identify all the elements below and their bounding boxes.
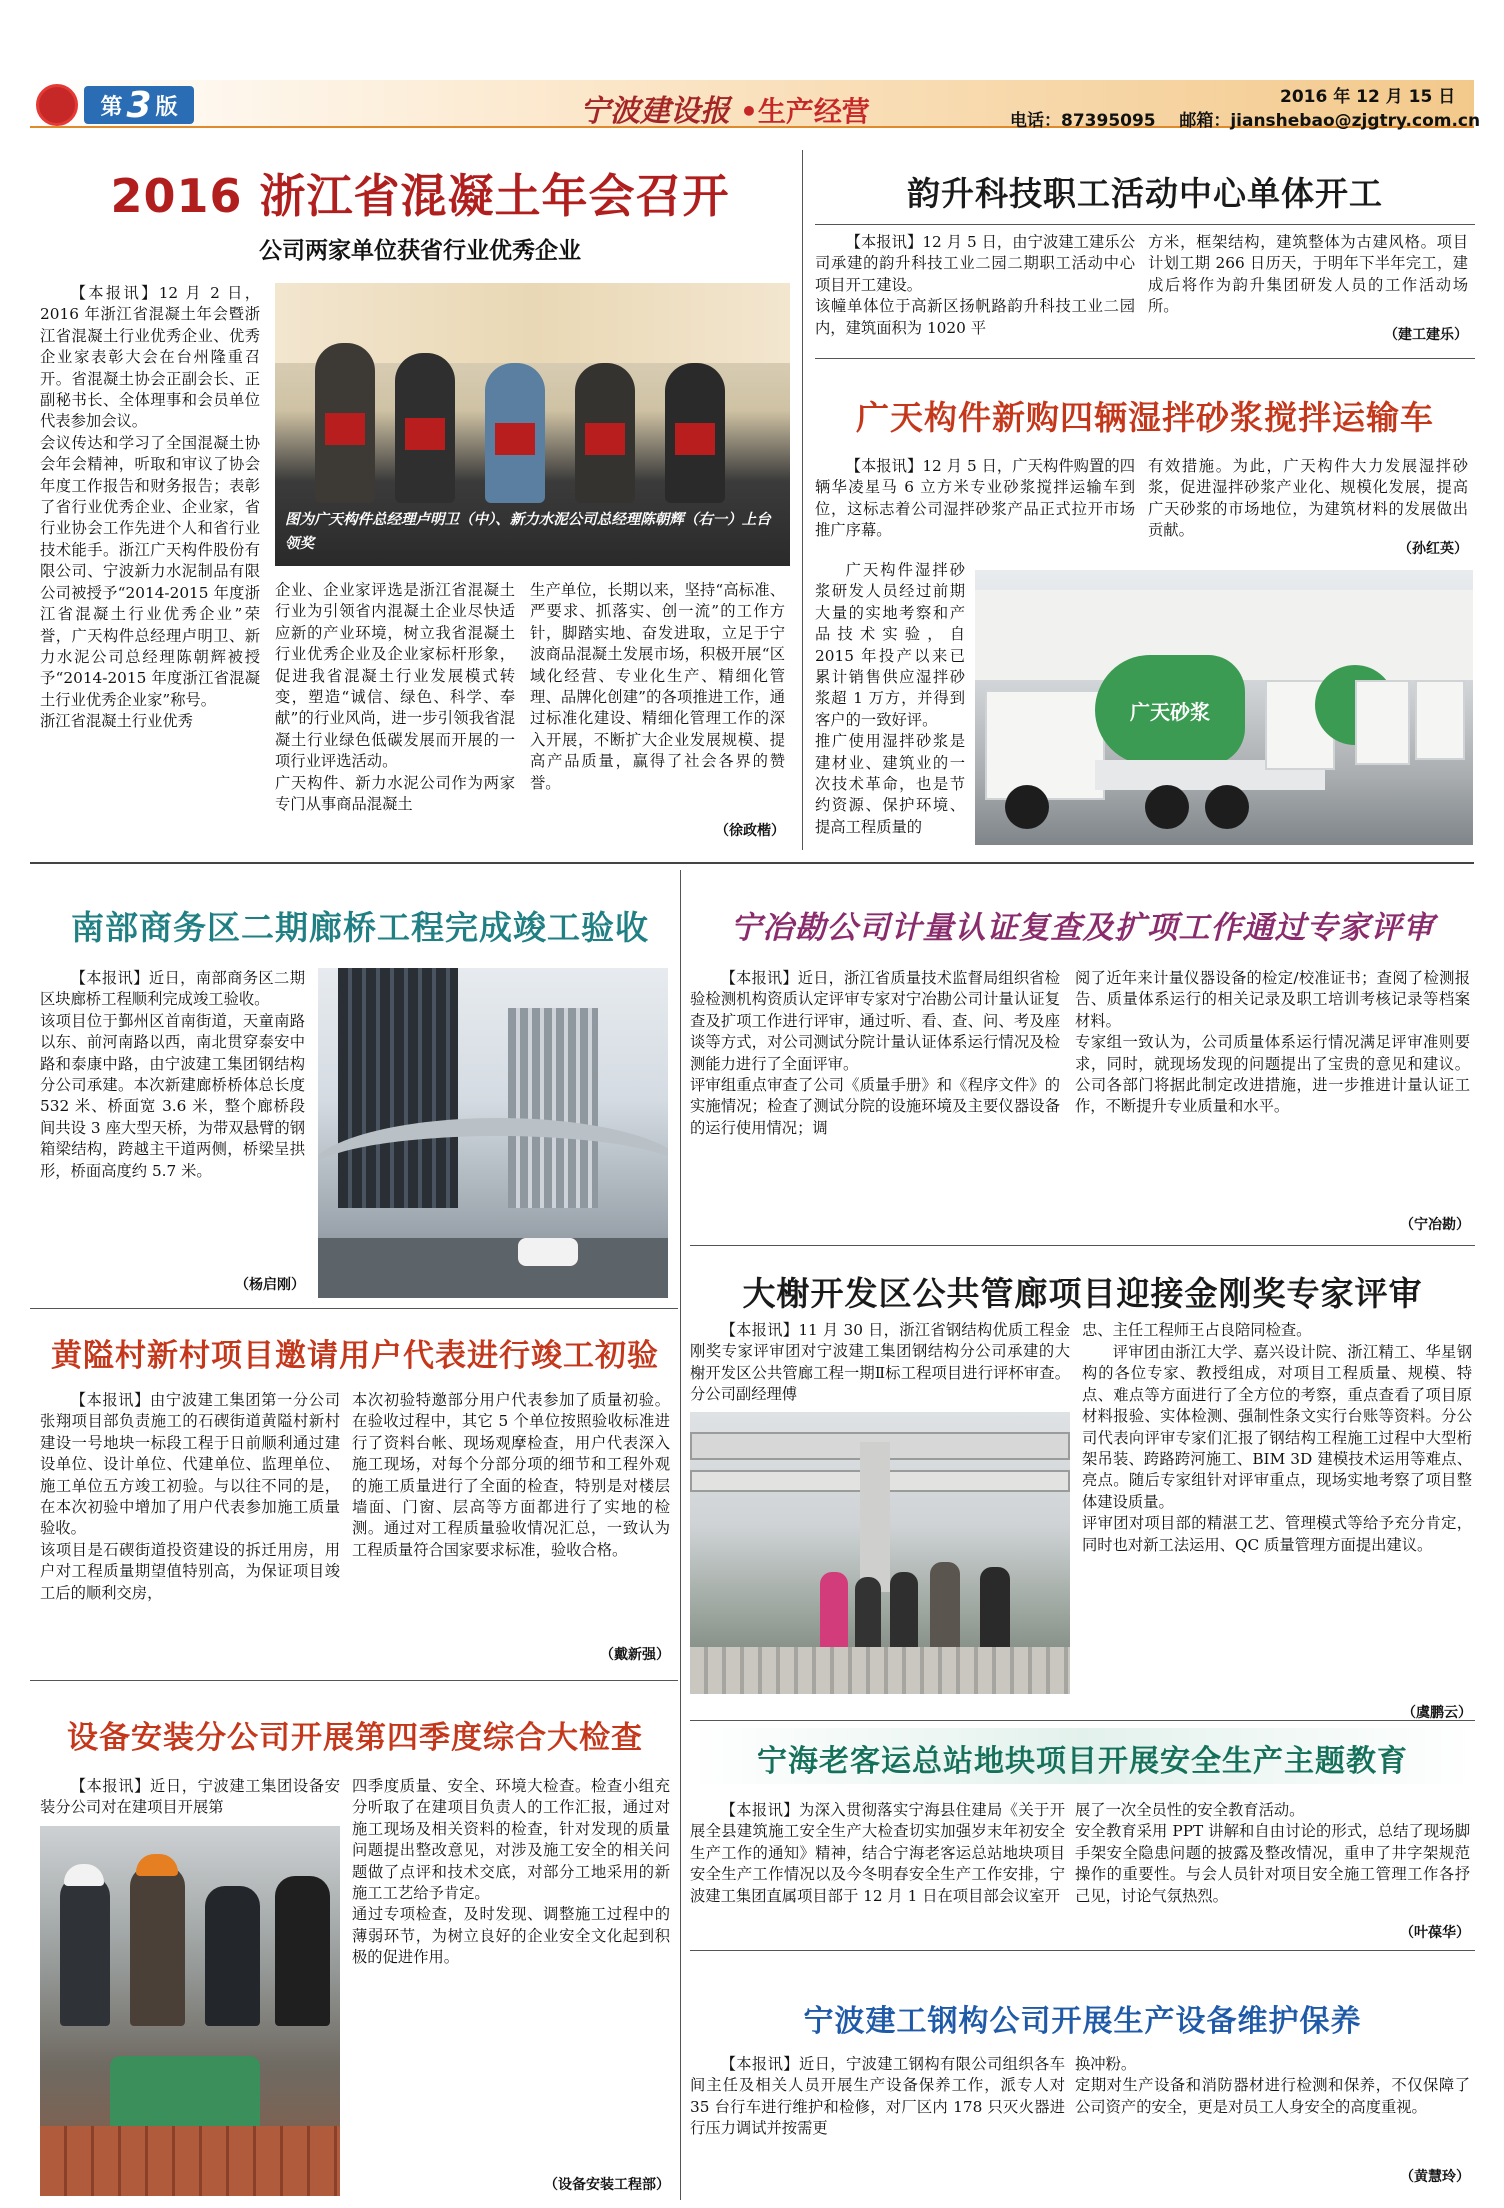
article-8-title: 宁海老客运总站地块项目开展安全生产主题教育 [757,1744,1408,1779]
certificate-icon [405,418,445,450]
article-10-title: 宁波建工钢构公司开展生产设备维护保养 [803,2004,1362,2039]
email-label: 邮箱： [1179,111,1231,131]
article-4-text: 【本报讯】近日，南部商务区二期区块廊桥工程顺利完成竣工验收。 该项目位于鄞州区首南街道，天童南路以东、前河南路以西，南北贯穿泰安中路和泰康中路，由宁波建工集团钢结构分公司承建。本次新建廊桥桥体总长度 532 米、桥面宽 3.6 米，整个廊桥段间共设 3 座大型天桥，为带双悬臂的钢箱梁结构，跨越主干道两侧，桥梁呈拱形，桥面高度约 5.7 米。 [40,969,305,1180]
truck-drum-text: 广天砂浆 [1130,699,1210,724]
page-number: 3 [126,84,152,126]
person-figure [930,1562,960,1652]
contact-line [1010,106,1480,131]
article-9-title: 设备安装分公司开展第四季度综合大检查 [67,1720,643,1756]
hard-hat-worker [205,1886,260,2026]
article-5-col2: 阅了近年来计量仪器设备的检定/校准证书；查阅了检测报告、质量体系运行的相关记录及职工培训考核记录等档案材料。 专家组一致认为，公司质量体系运行情况满足评审准则要求，同时，就现场发现的问题提出了宝贵的意见和建议。公司各部门将据此制定改进措施，进一步推进计量认证工作，不断提升专业质量和水平。 [1075,969,1470,1116]
mixer-trucks-photo [975,570,1473,845]
email: jianshebao@zjgtry.com.cn [1230,111,1481,131]
pipe-gallery-inspection-photo [690,1412,1070,1694]
car [518,1238,578,1266]
column-divider [680,870,681,2200]
article-7-col1: 【本报讯】由宁波建工集团第一分公司张翔项目部负责施工的石碶街道黄隘村新村建设一号地块一标段工程于日前顺利通过建设单位、设计单位、代建单位、监理单位、施工单位五方竣工初验。与以往不同的是，在本次初验中增加了用户代表参加施工质量验收。 该项目是石碶街道投资建设的拆迁用房，用户对工程质量期望值特别高，为保证项目竣工后的顺利交房， [40,1391,340,1602]
person-figure [890,1572,918,1652]
section-divider [30,1680,678,1681]
truck-cab [985,690,1105,800]
stone-railing [690,1647,1070,1694]
hard-hat-icon [136,1854,178,1876]
article-1-col3: 生产单位，长期以来，坚持“高标准、严要求、抓落实、创一流”的工作方针，脚踏实地、奋发进取，立足于宁波商品混凝土发展市场，积极开展“区域化经营、专业化生产、精细化管理、品牌化创建”的各项推进工作，通过标准化建设、精细化管理工作的深入开展，不断扩大企业发展规模、提高产品质量，赢得了社会各界的赞誉。 [530,581,785,792]
article-9-signature: （设备安装工程部） [544,2177,670,2193]
section-divider [30,1308,678,1309]
truck-cab [1355,680,1410,765]
article-3-col3: 广天构件湿拌砂浆研发人员经过前期大量的实地考察和产品技术实验，自 2015 年投产以来已累计销售供应湿拌砂浆超 1 万方，并得到客户的一致好评。 推广使用湿拌砂浆是建材业、建筑业的一次技术革命，也是节约资源、保护环境、提高工程质量的 [815,561,965,836]
section-name: •生产经营 [740,95,870,128]
column-divider [802,150,803,850]
article-4-title: 南部商务区二期廊桥工程完成竣工验收 [71,908,649,947]
article-1-subtitle: 公司两家单位获省行业优秀企业 [259,238,581,264]
person-figure [820,1572,848,1652]
article-1-col2: 企业、企业家评选是浙江省混凝土行业为引领省内混凝土企业尽快适应新的产业环境，树立我省混凝土行业优秀企业及企业家标杆形象，促进我省混凝土行业发展模式转变，塑造“诚信、绿色、科学、奉献”的行业风尚，进一步引领我省混凝土行业绿色低碳发展而开展的一项行业评选活动。 广天构件、新力水泥公司作为两家专门从事商品混凝土 [275,581,515,814]
article-9-col2: 四季度质量、安全、环境大检查。检查小组充分听取了在建项目负责人的工作汇报，通过对施工现场及相关资料的检查，针对发现的质量问题提出整改意见，对涉及施工安全的相关问题做了点评和技术交底，对部分工地采用的新施工工艺给予肯定。 通过专项检查，及时发现、调整施工过程中的薄弱环节，为树立良好的企业安全文化起到积极的促进作用。 [352,1777,670,1967]
award-ceremony-photo [275,283,790,566]
article-8-signature: （叶葆华） [1400,1925,1470,1941]
article-1-col1: 【本报讯】12 月 2 日，2016 年浙江省混凝土年会暨浙江省混凝土行业优秀企业、优秀企业家表彰大会在台州隆重召开。省混凝土协会正副会长、正副秘书长、全体理事和会员单位代表参加会议。 会议传达和学习了全国混凝土协会年会精神，听取和审议了协会年度工作报告和财务报告；表彰了省行业优秀企业、企业家，省行业协会工作先进个人和省行业技术能手。浙江广天构件股份有限公司、宁波新力水泥制品有限公司被授予“2014-2015 年度浙江省混凝土行业优秀企业”荣誉，广天构件总经理卢明卫、新力水泥公司总经理陈朝辉被授予“2014-2015 年度浙江省混凝土行业优秀企业家”称号。 浙江省混凝土行业优秀 [40,284,260,731]
article-4-signature: （杨启刚） [235,1277,305,1293]
article-1-signature: （徐政楷） [715,823,785,839]
article-9-col1: 【本报讯】近日，宁波建工集团设备安装分公司对在建项目开展第 [40,1777,340,1817]
title-underline [815,224,1475,225]
issue-date: 2016 年 12 月 15 日 [1280,87,1456,107]
phone-label: 电话： [1010,111,1061,131]
article-10-col1: 【本报讯】近日，宁波建工钢构有限公司组织各车间主任及相关人员开展生产设备保养工作，派专人对 35 台行车进行维护和检修，对厂区内 178 只灭火器进行压力调试并按需更 [690,2055,1065,2138]
article-2-title: 韵升科技职工活动中心单体开工 [907,174,1383,213]
article-3-col2: 有效措施。为此，广天构件大力发展湿拌砂浆，促进湿拌砂浆产业化、规模化发展，提高广天砂浆的市场地位，为建筑材料的发展做出贡献。 [1148,457,1468,540]
article-3-signature: （孙红英） [1398,541,1468,557]
newspaper-logo-icon [36,84,78,126]
article-8-col2: 展了一次全员性的安全教育活动。 安全教育采用 PPT 讲解和自由讨论的形式，总结了现场脚手架安全隐患问题的披露及整改情况，重申了井字架规范操作的重要性。与会人员针对项目安全施工管理工作各抒己见，讨论气氛热烈。 [1075,1801,1470,1905]
section-divider [690,1245,1475,1246]
brick-stack [40,2126,340,2196]
bridge-arch [318,1118,668,1228]
hard-hat-worker [275,1876,330,2026]
page-unit: 版 [155,94,178,120]
article-7-signature: （戴新强） [600,1647,670,1663]
article-6-col3: 评审团由浙江大学、嘉兴设计院、浙江精工、华星钢构的各位专家、教授组成，对项目工程质量、规模、特点、难点等方面进行了全方位的考察，重点查看了项目原材料报验、实体检测、强制性条文实行台账等资料。分公司代表向评审专家们汇报了钢结构工程施工过程中大型桁架吊装、跨路跨河施工、BIM 3D 建模技术运用等难点、亮点。随后专家组针对评审重点，现场实地考察了项目整体建设质量。 评审团对项目部的精湛工艺、管理模式等给予充分肯定，同时也对新工法运用、QC 质量管理方面提出建议。 [1082,1343,1472,1554]
article-2-col2: 方米，框架结构，建筑整体为古建风格。项目计划工期 266 日历天，于明年下半年完工，建成后将作为韵升集团研发人员的工作活动场所。 [1148,233,1468,316]
certificate-icon [495,423,535,455]
section-divider [690,1950,1475,1951]
person-figure [980,1567,1010,1652]
page-label: 第 [100,94,123,120]
hard-hat-icon [64,1864,104,1886]
article-5-title: 宁冶勘公司计量认证复查及扩项工作通过专家评审 [730,910,1435,946]
article-6-col1: 【本报讯】11 月 30 日，浙江省钢结构优质工程金刚奖专家评审团对宁波建工集团钢结构分公司承建的大榭开发区公共管廊工程一期Ⅱ标工程项目进行评杯审查。分公司副经理傅 [690,1321,1070,1404]
article-3-col1: 【本报讯】12 月 5 日，广天构件购置的四辆华凌星马 6 立方米专业砂浆搅拌运输车到位，这标志着公司湿拌砂浆产品正式拉开市场推广序幕。 [815,457,1135,540]
article-7-title: 黄隘村新村项目邀请用户代表进行竣工初验 [51,1338,659,1374]
certificate-icon [325,413,365,445]
article-7-col2: 本次初验特邀部分用户代表参加了质量初验。在验收过程中，其它 5 个单位按照验收标准进行了资料台帐、现场观摩检查，用户代表深入施工现场，对每个分部分项的细节和工程外观的施工质量进行了全面的检查，特别是对楼层墙面、门窗、层高等方面都进行了实地的检测。通过对工程质量验收情况汇总，一致认为工程质量符合国家要求标准，验收合格。 [352,1391,670,1559]
certificate-icon [675,423,715,455]
article-6-title: 大榭开发区公共管廊项目迎接金刚奖专家评审 [742,1274,1423,1313]
corridor-bridge-photo [318,968,668,1298]
truck-wheel [1145,785,1189,829]
certificate-icon [585,423,625,455]
article-5-signature: （宁冶勘） [1400,1217,1470,1233]
hard-hat-worker [60,1876,110,2026]
hard-hat-worker [130,1866,185,2026]
article-2-signature: （建工建乐） [1384,327,1468,343]
section-divider [690,1720,1475,1721]
article-10-col2: 换冲粉。 定期对生产设备和消防器材进行检测和保养，不仅保障了公司资产的安全，更是对员工人身安全的高度重视。 [1075,2055,1470,2116]
section-divider [815,358,1475,359]
truck-wheel [1205,785,1249,829]
section-divider [30,862,1474,864]
pipe-structure [860,1442,890,1592]
person-figure [855,1577,881,1652]
truck-cab [1415,680,1465,760]
paper-name: 宁波建设报 [580,94,730,129]
page-number-badge [84,86,194,124]
article-3-title: 广天构件新购四辆湿拌砂浆搅拌运输车 [856,398,1434,437]
mixer-drum [1095,655,1245,765]
site-inspection-photo [40,1826,340,2196]
article-6-signature: （虞鹏云） [1402,1705,1472,1721]
phone: 87395095 [1061,111,1156,131]
article-10-signature: （黄慧玲） [1400,2169,1470,2185]
photo-caption: 图为广天构件总经理卢明卫（中）、新力水泥公司总经理陈朝辉（右一）上台领奖 [285,511,771,552]
article-6-col2: 忠、主任工程师王占良陪同检查。 [1082,1321,1312,1339]
article-1-title: 2016 浙江省混凝土年会召开 [110,169,730,223]
article-2-col1: 【本报讯】12 月 5 日，由宁波建工建乐公司承建的韵升科技工业二园二期职工活动中心项目开工建设。 该幢单体位于高新区扬帆路韵升科技工业二园内，建筑面积为 1020 平 [815,233,1135,337]
article-5-col1: 【本报讯】近日，浙江省质量技术监督局组织省检验检测机构资质认定评审专家对宁冶勘公司计量认证复查及扩项工作进行评审，通过听、看、查、问、考及座谈等方式，对公司测试分院计量认证体系运行情况及检测能力进行了全面评审。 评审组重点审查了公司《质量手册》和《程序文件》的实施情况；检查了测试分院的设施环境及主要仪器设备的运行使用情况；调 [690,969,1060,1137]
article-8-col1: 【本报讯】为深入贯彻落实宁海县住建局《关于开展全县建筑施工安全生产大检查切实加强岁末年初安全生产工作的通知》精神，结合宁海老客运总站地块项目安全生产工作情况以及今冬明春安全生产工作安排，宁波建工集团直属项目部于 12 月 1 日在项目部会议室开 [690,1801,1065,1905]
truck-wheel [1005,785,1049,829]
road [318,1238,668,1298]
